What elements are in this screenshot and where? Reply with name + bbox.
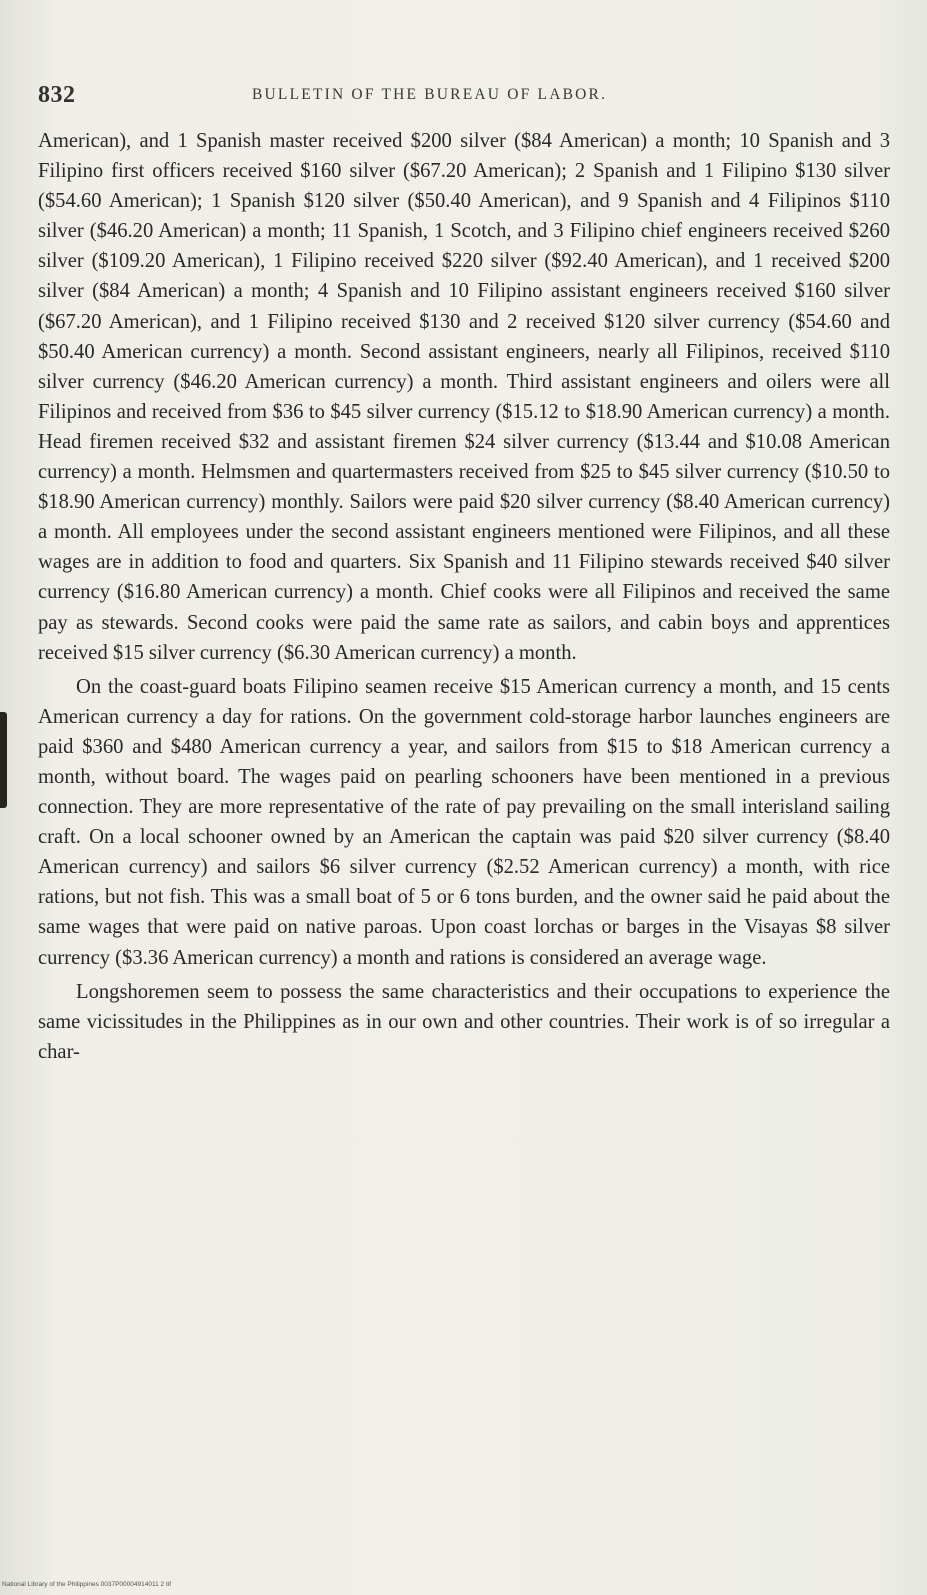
page-number: 832	[38, 82, 76, 108]
running-head: BULLETIN OF THE BUREAU OF LABOR.	[252, 86, 608, 103]
page-header	[38, 80, 890, 120]
paragraph-longshoremen: Longshoremen seem to possess the same characteristics and their occupations to experience the same vicissitudes in the Philippines as in our own and other countries. Their work is of so irregular a char-	[38, 980, 890, 1063]
paragraph-coast-guard: On the coast-guard boats Filipino seamen receive $15 American currency a month, and 15 cents American currency a day for rations. On the government cold-storage harbor launches engineers are paid $360 and $480 American currency a year, and sailors from $15 to $18 American currency a month, without board. The wages paid on pearling schooners have been mentioned in a previous connection. They are more representative of the rate of pay prevailing on the small interisland sailing craft. On a local schooner owned by an American the captain was paid $20 silver currency ($8.40 American currency) and sailors $6 silver currency ($2.52 American currency) a month, with rice rations, but not fish. This was a small boat of 5 or 6 tons burden, and the owner said he paid about the same wages that were paid on native paroas. Upon coast lorchas or barges in the Visayas $8 silver currency ($3.36 American currency) a month and rations is considered an average wage.	[38, 675, 890, 969]
binding-shadow	[0, 712, 7, 808]
archive-stamp: National Library of the Philippines 0037P00004914011 2 tif	[2, 1581, 171, 1588]
body-text	[38, 126, 890, 1067]
paragraph-continued: American), and 1 Spanish master received $200 silver ($84 American) a month; 10 Spanish and 3 Filipino first officers received $160 silver ($67.20 American); 2 Spanish and 1 Filipino $130 silver ($54.60 American); 1 Spanish $120 silver ($50.40 American), and 9 Spanish and 4 Filipinos $110 silver ($46.20 American) a month; 11 Spanish, 1 Scotch, and 3 Filipino chief engineers received $260 silver ($109.20 American), 1 Filipino received $220 silver ($92.40 American), and 1 received $200 silver ($84 American) a month; 4 Spanish and 10 Filipino assistant engineers received $160 silver ($67.20 American), and 1 Filipino received $130 and 2 received $120 silver currency ($54.60 and $50.40 American currency) a month. Second assistant engineers, nearly all Filipinos, received $110 silver currency ($46.20 American currency) a month. Third assistant engineers and oilers were all Filipinos and received from $36 to $45 silver currency ($15.12 to $18.90 American currency) a month. Head firemen received $32 and assistant firemen $24 silver currency ($13.44 and $10.08 American currency) a month. Helmsmen and quartermasters received from $25 to $45 silver currency ($10.50 to $18.90 American currency) monthly. Sailors were paid $20 silver currency ($8.40 American currency) a month. All employees under the second assistant engineers mentioned were Filipinos, and all these wages are in addition to food and quarters. Six Spanish and 11 Filipino stewards received $40 silver currency ($16.80 American currency) a month. Chief cooks were all Filipinos and received the same pay as stewards. Second cooks were paid the same rate as sailors, and cabin boys and apprentices received $15 silver currency ($6.30 American currency) a month.	[38, 130, 890, 664]
